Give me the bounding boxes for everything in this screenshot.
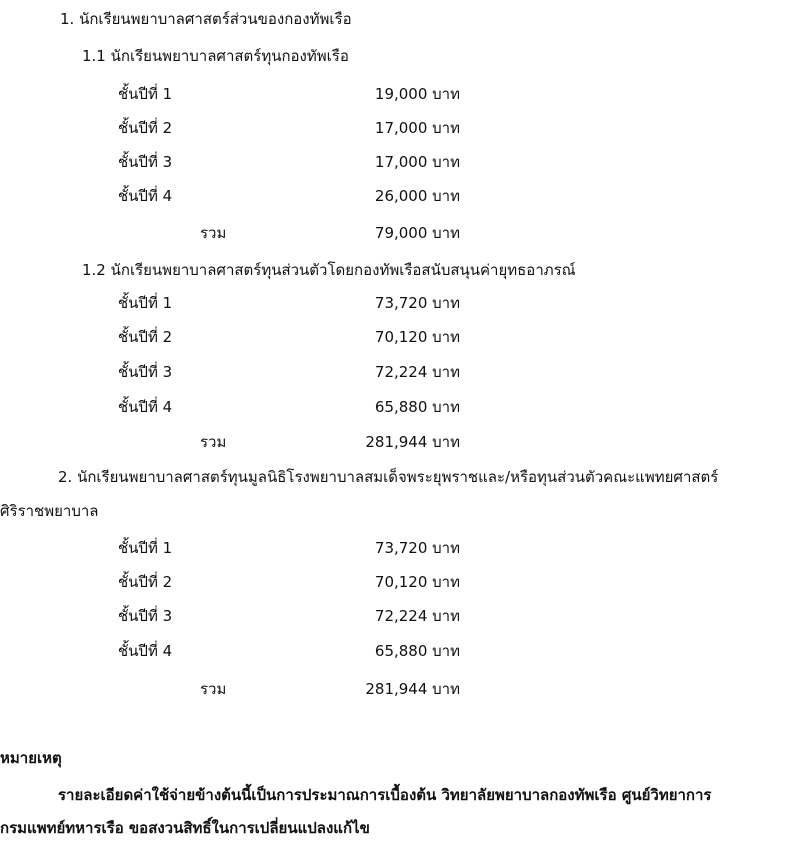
amount-value: 70,120 บาท — [374, 328, 460, 346]
table-row — [0, 151, 810, 175]
year-label: ชั้นปีที่ 4 — [118, 398, 173, 416]
amount-value: 17,000 บาท — [374, 119, 460, 137]
table-row — [0, 117, 810, 141]
year-label: ชั้นปีที่ 1 — [118, 539, 173, 557]
table-row — [0, 326, 810, 350]
section-2-title: 2. นักเรียนพยาบาลศาสตร์ทุนมูลนิธิโรงพยาบาลสมเด็จพระยุพราชและ/หรือทุนส่วนตัวคณะแพทยศาสตร์ — [58, 468, 719, 486]
table-row — [0, 83, 810, 107]
year-label: ชั้นปีที่ 3 — [118, 153, 173, 171]
table-row — [0, 185, 810, 209]
section-1-1-title: 1.1 นักเรียนพยาบาลศาสตร์ทุนกองทัพเรือ — [82, 47, 349, 65]
section-1-2-title: 1.2 นักเรียนพยาบาลศาสตร์ทุนส่วนตัวโดยกองทัพเรือสนับสนุนค่ายุทธอาภรณ์ — [82, 261, 576, 279]
total-amount: 281,944 บาท — [365, 680, 460, 698]
amount-value: 73,720 บาท — [374, 539, 460, 557]
amount-value: 17,000 บาท — [374, 153, 460, 171]
amount-value: 19,000 บาท — [374, 85, 460, 103]
table-row — [0, 640, 810, 664]
section-2-title-continued: ศิริราชพยาบาล — [0, 502, 99, 520]
table-row — [0, 292, 810, 316]
year-label: ชั้นปีที่ 1 — [118, 85, 173, 103]
table-row — [0, 361, 810, 385]
amount-value: 26,000 บาท — [374, 187, 460, 205]
note-heading: หมายเหตุ — [0, 749, 62, 767]
table-row — [0, 605, 810, 629]
year-label: ชั้นปีที่ 3 — [118, 607, 173, 625]
year-label: ชั้นปีที่ 1 — [118, 294, 173, 312]
year-label: ชั้นปีที่ 2 — [118, 573, 173, 591]
table-row — [0, 537, 810, 561]
total-row — [0, 431, 810, 455]
total-amount: 79,000 บาท — [374, 224, 460, 242]
table-row — [0, 396, 810, 420]
note-line-2: กรมแพทย์ทหารเรือ ขอสงวนสิทธิ์ในการเปลี่ยนแปลงแก้ไข — [0, 819, 370, 837]
amount-value: 65,880 บาท — [374, 642, 460, 660]
amount-value: 65,880 บาท — [374, 398, 460, 416]
total-row — [0, 222, 810, 246]
amount-value: 72,224 บาท — [374, 363, 460, 381]
year-label: ชั้นปีที่ 4 — [118, 642, 173, 660]
year-label: ชั้นปีที่ 2 — [118, 328, 173, 346]
total-label: รวม — [200, 433, 227, 451]
total-label: รวม — [200, 224, 227, 242]
section-1-title: 1. นักเรียนพยาบาลศาสตร์ส่วนของกองทัพเรือ — [60, 10, 352, 28]
amount-value: 73,720 บาท — [374, 294, 460, 312]
year-label: ชั้นปีที่ 2 — [118, 119, 173, 137]
total-amount: 281,944 บาท — [365, 433, 460, 451]
table-row — [0, 571, 810, 595]
amount-value: 70,120 บาท — [374, 573, 460, 591]
note-line-1: รายละเอียดค่าใช้จ่ายข้างต้นนี้เป็นการประมาณการเบื้องต้น วิทยาลัยพยาบาลกองทัพเรือ ศูนย์วิทยาการ — [58, 786, 712, 804]
year-label: ชั้นปีที่ 4 — [118, 187, 173, 205]
total-row — [0, 678, 810, 702]
year-label: ชั้นปีที่ 3 — [118, 363, 173, 381]
amount-value: 72,224 บาท — [374, 607, 460, 625]
total-label: รวม — [200, 680, 227, 698]
